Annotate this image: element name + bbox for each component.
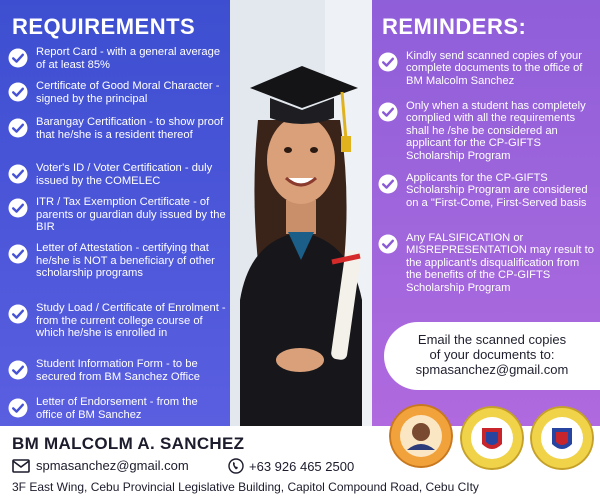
reminder-item [378, 100, 596, 162]
requirement-text: Voter's ID / Voter Certification - duly issued by the COMELEC [36, 162, 213, 187]
requirement-item [8, 46, 226, 71]
email-callout-line2: of your documents to: [429, 347, 555, 362]
check-circle-icon [8, 398, 28, 418]
reminder-item [378, 172, 596, 209]
requirement-item [8, 116, 226, 141]
email-callout-address[interactable]: spmasanchez@gmail.com [415, 362, 569, 377]
email-callout [384, 322, 600, 390]
reminder-item [378, 50, 596, 87]
footer-phone[interactable] [228, 458, 354, 474]
sanggunian-seal [530, 406, 594, 470]
email-icon [12, 459, 30, 473]
requirement-item [8, 242, 226, 280]
check-circle-icon [8, 198, 28, 218]
reminder-text: Any FALSIFICATION or MISREPRESENTATION may result to the applicant's disqualification from the benefits of the CP-GIFTS Scholarship Program [406, 232, 594, 294]
reminder-item [378, 232, 596, 294]
requirements-title: REQUIREMENTS [12, 14, 196, 39]
check-circle-icon [8, 304, 28, 324]
footer-email[interactable] [12, 458, 189, 473]
check-circle-icon [378, 174, 398, 194]
requirement-text: Barangay Certification - to show proof that he/she is a resident thereof [36, 116, 224, 141]
phone-icon [228, 458, 244, 474]
requirement-text: ITR / Tax Exemption Certificate - of parents or guardian duly issued by the BIR [36, 196, 226, 234]
requirement-text: Report Card - with a general average of at least 85% [36, 46, 221, 71]
footer-email-text[interactable]: spmasanchez@gmail.com [36, 458, 189, 473]
check-circle-icon [378, 234, 398, 254]
requirement-item [8, 302, 226, 340]
check-circle-icon [378, 52, 398, 72]
requirement-item [8, 80, 226, 105]
check-circle-icon [378, 102, 398, 122]
graduate-photo [230, 0, 372, 426]
footer-address: 3F East Wing, Cebu Provincial Legislative Building, Capitol Compound Road, Cebu CIty [12, 480, 479, 494]
footer-phone-text[interactable]: +63 926 465 2500 [249, 458, 355, 474]
check-circle-icon [8, 118, 28, 138]
board-member-name: BM MALCOLM A. SANCHEZ [12, 434, 245, 453]
check-circle-icon [8, 360, 28, 380]
check-circle-icon [8, 48, 28, 68]
reminder-text: Only when a student has completely complied with all the requirements shall he /she be considered an applicant for the CP-GIFTS Scholarship Program [406, 100, 586, 162]
board-member-seal [389, 404, 453, 468]
check-circle-icon [8, 164, 28, 184]
email-callout-line1: Email the scanned copies [417, 332, 567, 347]
reminder-text: Kindly send scanned copies of your complete documents to the office of BM Malcolm Sanchez [406, 50, 583, 87]
requirement-item [8, 396, 226, 421]
reminder-text: Applicants for the CP-GIFTS Scholarship Program are considered on a "First-Come, First-Served basis [406, 172, 588, 209]
requirement-text: Student Information Form - to be secured from BM Sanchez Office [36, 358, 200, 383]
requirement-text: Certificate of Good Moral Character -signed by the principal [36, 80, 220, 105]
footer [0, 426, 600, 503]
requirement-text: Letter of Endorsement - from the office of BM Sanchez [36, 396, 198, 421]
check-circle-icon [8, 244, 28, 264]
requirement-text: Letter of Attestation - certifying that he/she is NOT a beneficiary of other scholarship programs [36, 242, 215, 280]
requirement-text: Study Load / Certificate of Enrolment - from the current college course of which he/she is enrolled in [36, 302, 226, 340]
requirement-item [8, 162, 226, 187]
check-circle-icon [8, 82, 28, 102]
province-seal [460, 406, 524, 470]
reminders-title: REMINDERS: [382, 14, 527, 39]
requirements-panel [0, 0, 230, 426]
requirement-item [8, 358, 226, 383]
graduate-illustration [230, 0, 372, 426]
requirement-item [8, 196, 226, 234]
